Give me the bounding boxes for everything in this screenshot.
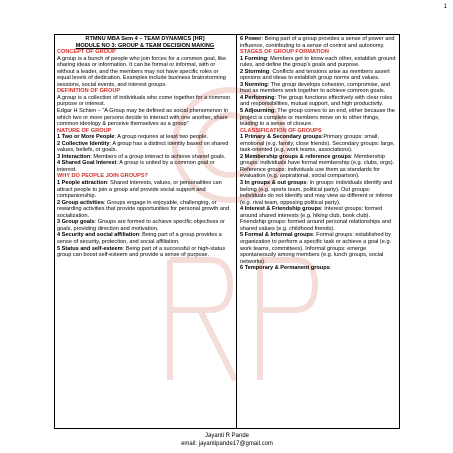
page-number: 1 [443,4,447,10]
item-label: 4 Performing [240,94,275,101]
list-item [57,232,233,245]
list-item [240,265,397,272]
item-text: : Interest groups: formed around shared interests (e.g. hiking club, book club). Friendship groups: formed around personal relationships and shared values (e.g. childhood friends). [240,206,392,232]
item-text: : A group is united by a common goal or interest. [57,160,215,173]
classification-heading: CLASSIFICATION OF GROUPS [240,127,322,134]
item-text: : Being part of a group provides a sense of power and influence, contributing to a sense of control and autonomy. [240,36,395,49]
concept-heading: CONCEPT OF GROUP [57,49,116,56]
author-email: email: jayantipande17@gmail.com [181,440,273,447]
item-text: : Groups are formed to achieve specific objectives or goals, providing direction and motivation. [57,219,225,232]
item-text: : Members of a group interact to achieve shared goals. [90,153,226,160]
list-item [240,206,397,232]
footer [54,433,400,448]
item-label: 1 Forming [240,55,268,62]
list-item [240,69,397,82]
item-label: 5 Formal & Informal groups [240,232,314,239]
item-label: 2 Group activities [57,199,104,206]
item-label: 5 Status and self-esteem [57,245,123,252]
item-label: 2 Storming [240,68,270,75]
list-item [57,141,233,154]
item-text: : Membership groups: individuals have formal membership (e.g. clubs, orgs). Reference groups: individuals use them as standards for evaluation (e.g. aspirational, social comparison). [240,153,395,180]
list-item [57,219,233,232]
item-label: 5 Adjourning [240,108,275,115]
item-label: 1 Two or More People [57,134,115,141]
item-text: : The group comes to an end, either because the project is complete or members move on to other things, leading to a sense of closure. [240,108,395,128]
item-text: : A group requires at least two people. [114,134,209,141]
definition-heading: DEFINITION OF GROUP [57,88,121,95]
item-label: 6 Power [240,36,262,42]
why-join-heading: WHY DO PEOPLE JOIN GROUPS? [57,173,148,180]
item-label: 3 Norming [240,81,268,88]
item-label: 3 Group goals [57,219,95,226]
definition-text: A group is a collection of individuals who come together for a common purpose or interest. [57,94,231,108]
item-label: 1 Primary & Secondary groups [240,134,322,141]
item-label: 2 Membership groups & reference groups [240,153,351,160]
module-title: MODULE NO 3: GROUP & TEAM DECISION MAKING [75,42,215,49]
list-item [240,180,397,206]
item-text: : The group develops cohesion, compromise, and trust as members work together to achieve common goals. [240,81,391,95]
item-label: 1 People attraction [57,180,108,187]
list-item [240,36,397,49]
item-label: 4 Shared Goal Interest [57,160,117,167]
list-item [240,82,397,95]
nature-heading: NATURE OF GROUP [57,127,112,134]
item-label: 3 In groups & out groups [240,180,307,187]
item-label: 2 Collective Identity [57,140,110,147]
list-item [240,232,397,265]
item-label: 6 Temporary & Permanent groups [240,265,330,272]
item-text: : In groups: individuals identify and belong (e.g. sports team, political party). Out groups: individuals do not identify and may view as different or inferior (e.g. rival team, opposing political party). [240,180,393,206]
document-title: RTMNU MBA Sem 4 – TEAM DYNAMICS [HR] [85,36,205,42]
item-text: : Conflicts and tensions arise as members assert opinions and ideas to establish group norms and values. [240,68,390,82]
column-divider [236,34,237,429]
author-name: Jayanti R Pande [204,433,250,439]
list-item [240,134,397,154]
item-text: : A group has a distinct identity based on shared values, beliefs, or goals. [57,140,229,154]
list-item [240,56,397,69]
list-item [57,246,233,259]
list-item [57,180,233,200]
item-text: : Groups engage in enjoyable, challenging, or rewarding activities that provide opportunities for personal growth and socialization. [57,199,230,219]
item-label: 3 Interaction [57,153,91,160]
item-text: : Shared interests, values, or personalities can attract people to join a group and provide social support and companionship. [57,180,222,200]
schien-quote: Edgar H Schien – “A Group may be defined as social phenomenon in which two or more persons decide to interact with one another, share common ideology & perceive themselves as a group” [57,108,229,128]
item-text: : The group functions effectively with clear roles and responsibilities, mutual support, and high productivity. [240,94,393,108]
stages-heading: STAGES OF GROUP FORMATION [240,49,329,56]
item-text: : Being part of a group provides a sense of security, protection, and social affiliation. [57,232,222,245]
left-column [57,36,233,396]
item-text: : [329,265,332,272]
item-text: :Primary groups: small, emotional (e.g. family, close friends). Secondary groups: large, task-oriented (e.g. work teams, associations). [240,134,395,154]
item-label: 4 Interest & Friendship groups [240,206,322,213]
item-label: 4 Security and social affiliation [57,232,140,239]
right-column [240,36,397,396]
list-item [240,95,397,108]
item-text: : Members get to know each other, establish ground rules, and define the group’s goals and purpose. [240,55,396,69]
concept-text: A group is a bunch of people who join forces for a common goal, like sharing ideas or information. It can be formal or informal, with or without a leader, and the members may not have specific roles or equal levels of dedication. Examples include business brainstorming sessions, social events, and interest groups. [57,55,227,88]
item-text: : Formal groups: established by organization to perform a specific task or achieve a goal (e.g. work teams, committees). Informal groups: emerge spontaneously among members (e.g. lunch groups, social networks). [240,232,392,265]
list-item [57,160,233,173]
list-item [57,200,233,220]
list-item [240,108,397,128]
item-text: : Being part of a successful or high-status group can boost self-esteem and provide a sense of purpose. [57,245,226,259]
list-item [240,154,397,180]
